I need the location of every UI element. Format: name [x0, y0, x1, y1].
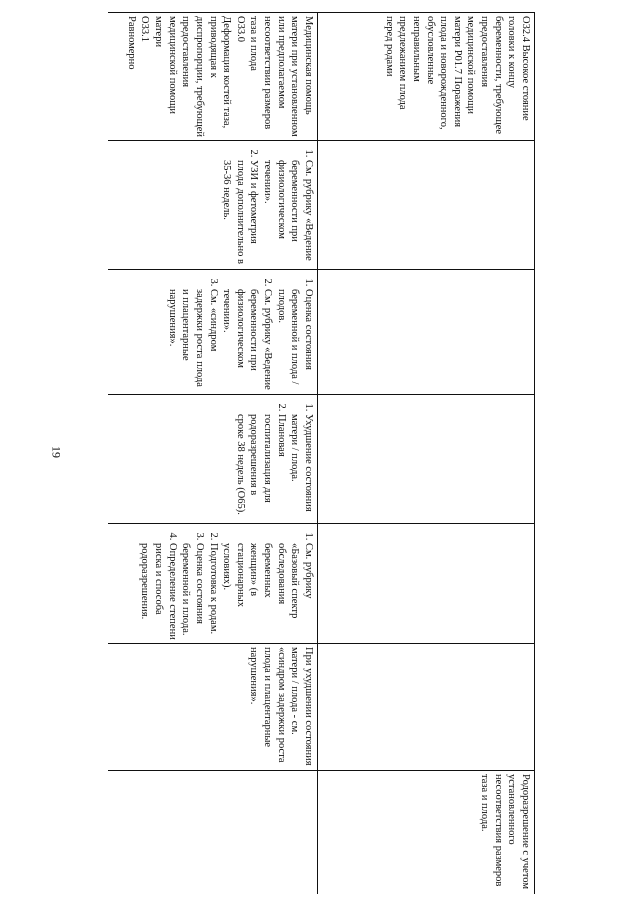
table-cell: [108, 644, 318, 771]
table-cell: [318, 524, 535, 644]
table-cell: [108, 524, 318, 644]
page-number: 19: [49, 446, 64, 458]
list-item: 4. Определение степени риска и способа родоразрешения.: [138, 543, 179, 640]
table-row: [108, 13, 318, 895]
list-item: 3. См. «синдром задержки роста плода и плацентарные нарушения».: [165, 289, 220, 391]
table-cell: [318, 644, 535, 771]
cell-text: Медицинская помощь матери при установленном или предполагаемом несоответствии размеров таза и плода О33.0 Деформация костей таза, приводящая к диспропорции, требующей предоставления медицинской помощи матери О33.1 Равномерно: [125, 16, 314, 137]
cell-text: Родоразрешение с учетом установленного несоответствия размеров таза и плода.: [479, 774, 531, 889]
list-item: 3. Оценка состояния беременной и плода.: [179, 543, 206, 640]
table-cell: [318, 13, 535, 141]
numbered-list: [138, 527, 315, 640]
table-row: [318, 13, 535, 895]
list-item: 1. Оценка состояния беременной и плода / плодов.: [274, 289, 315, 391]
table-cell: [108, 771, 318, 895]
list-item: 2. Подготовка к родам.: [206, 543, 220, 640]
numbered-list: [220, 144, 315, 266]
numbered-list: [233, 398, 315, 520]
numbered-list: [165, 273, 315, 391]
cell-text: О32.4 Высокое стояние головки к концу беременности, требующее предоставления медицинской помощи матери Р01.7 Поражения плода и новорожденного, обусловленные неправильным предлежанием плода перед родами: [383, 16, 531, 135]
rotated-table-area: [108, 12, 535, 894]
table-cell: [108, 270, 318, 395]
clinical-table: [108, 12, 535, 894]
list-item: 2. Плановая госпитализация для родоразрешения в сроке 38 недель (О65).: [233, 414, 288, 520]
list-item: 1. См. рубрику «Ведение беременности при физиологическом течении».: [260, 160, 315, 266]
table-cell: [108, 141, 318, 270]
cell-text: При ухудшении состояния матери / плода - см. «синдром задержки роста плода и плацентарные нарушения».: [248, 647, 314, 766]
table-cell: [108, 13, 318, 141]
table-cell: [318, 395, 535, 524]
table-cell: [318, 141, 535, 270]
table-cell: [108, 395, 318, 524]
list-item: 1. См. рубрику «Базовый спектр обследования беременных женщин» (в стационарных условиях).: [220, 543, 315, 640]
table-sheet: [108, 12, 535, 894]
list-item: 2. УЗИ и фетометрия плода дополнительно в 35-36 недель.: [220, 160, 261, 266]
list-item: 2. См. рубрику «Ведение беременности при физиологическом течении».: [220, 289, 275, 391]
table-cell: [318, 771, 535, 895]
list-item: 1. Ухудшение состояния матери / плода.: [288, 414, 315, 520]
table-cell: [318, 270, 535, 395]
